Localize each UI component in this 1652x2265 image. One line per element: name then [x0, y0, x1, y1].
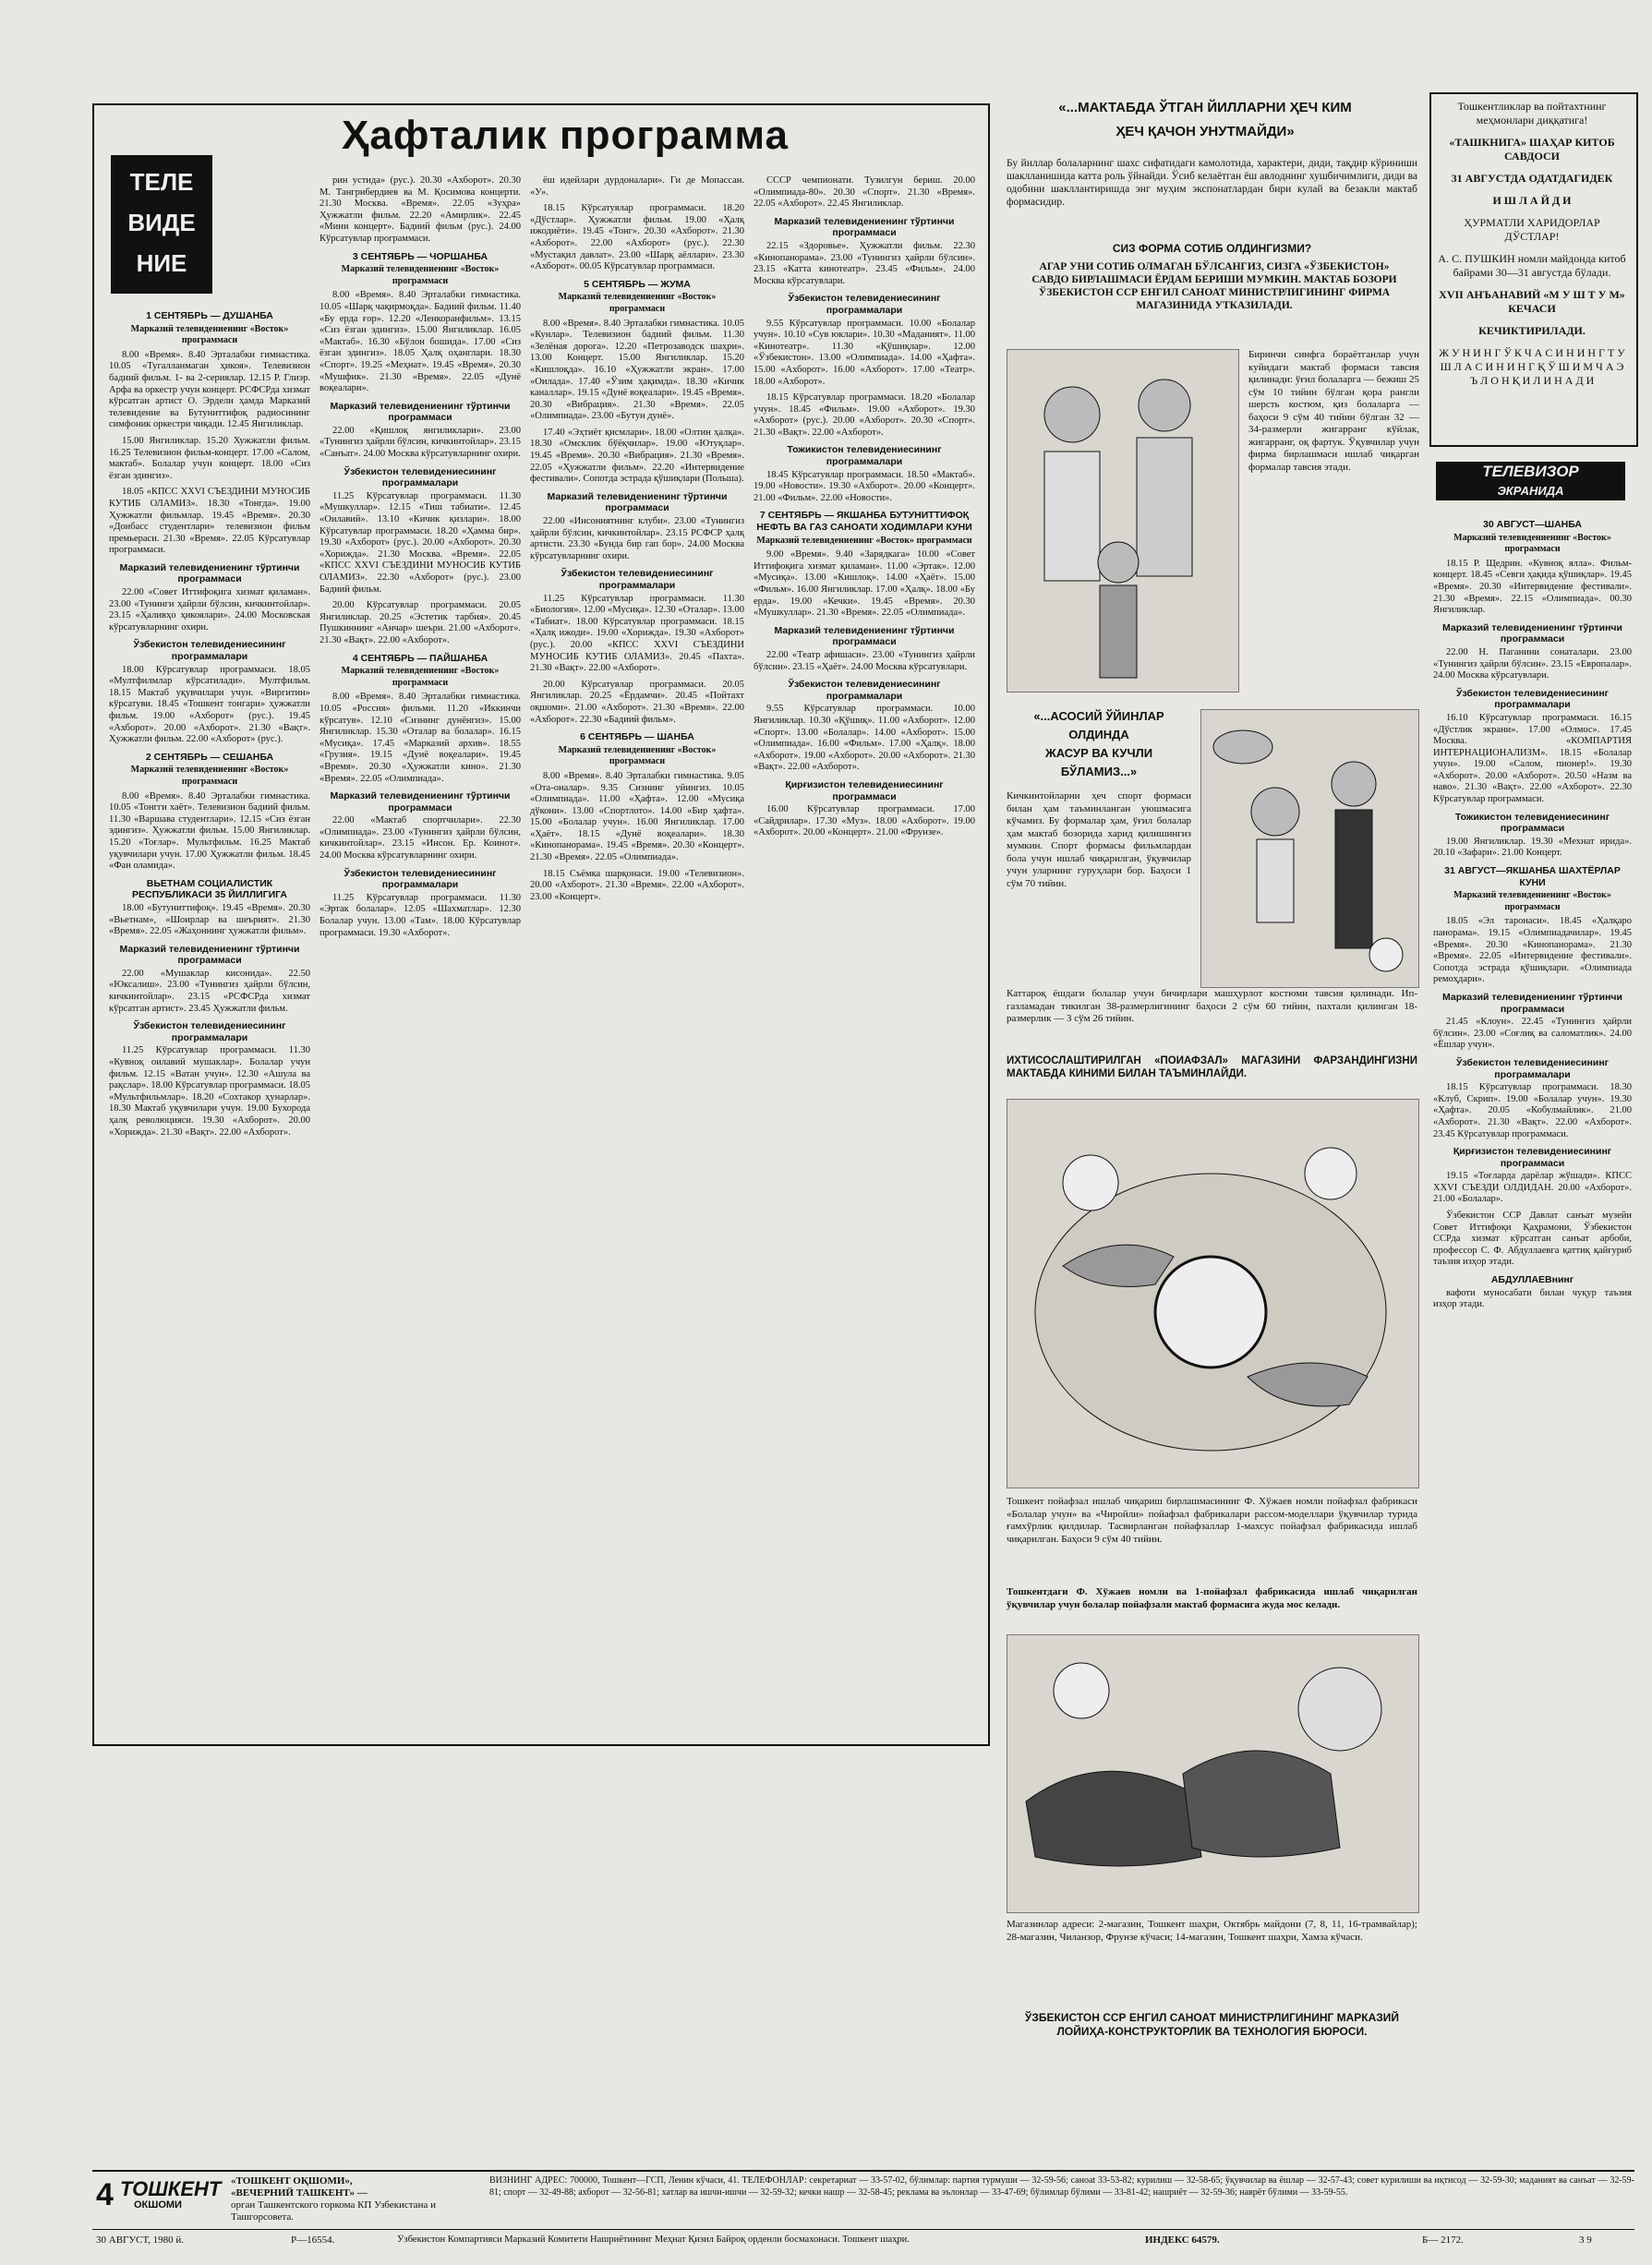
section-heading: 7 СЕНТЯБРЬ — ЯКШАНБА БУТУНИТТИФОҚ НЕФТЬ ВА ГАЗ САНОАТИ ХОДИМЛАРИ КУНИ	[756, 510, 972, 534]
uniform-side-text: Биринчи синфга бораётганлар учун куйидаги мактаб формаси тавсия қилинади: ўғил болаларга — бежиш 25 сўм 10 тийин бўлган қора рангли шерсть костюм, қиз болаларга — баҳоси 9 сўм 40 тийин бўлган 32 — 34-размерли жигарранг кўйлак, жигарранг, оқ фартук. Ўқувчилар учун фирма бирлашмаси ишлаб чиқарган формалар тавсия этади.	[1248, 349, 1419, 473]
section-heading: Ўзбекистон телевидениесининг программалари	[1455, 1056, 1610, 1080]
program-listing: 11.25 Кўрсатувлар программаси. 11.30 «Биология». 12.00 «Мусиқа». 12.30 «Оталар». 13.00 «Табиат». 18.00 Кўрсатувлар программаси. 18.15 «Ҳалқ ижоди». 19.00 «Хорижда». 19.30 «Ахборот» (рус.). 20.00 «КПСС XXVI СЪЕЗДИНИ МУНОСИБ КУТИБ ОЛАМИЗ». 20.45 «Пахта». 21.30 «Вақт». 22.00 «Ахборот».	[530, 593, 744, 674]
uniform-question-text: АГАР УНИ СОТИБ ОЛМАГАН БЎЛСАНГИЗ, СИЗГА «ЎЗБЕКИСТОН» САВДО БИРЛАШМАСИ ЁРДАМ БЕРИШИ МУМКИН. МАКТАБ БОЗОРИ ЎЗБЕКИСТОН ССР ЕНГИЛ САНОАТ МИНИСТРЛИГИНИНГ ФИРМА МАГАЗИНИДА УТКАЗИЛАДИ.	[1031, 261, 1397, 311]
section-heading: Қирғизистон телевидениесининг программаси	[1453, 1146, 1612, 1169]
sport-text-2: Каттароқ ёшдаги болалар учун бичирлари машҳурлот костюми тавсия қилинади. Ип-газламадан тикилган 38-размерлигининг баҳоси 2 сўм 60 тийин, пахтали қилинган 18-размерлик — 3 сўм 26 тийин.	[1007, 988, 1417, 1024]
ad-line: 31 АВГУСТДА ОДАТДАГИДЕК	[1451, 172, 1613, 185]
section-heading: 5 СЕНТЯБРЬ — ЖУМА	[584, 278, 691, 290]
channel-heading: Марказий телевидениенинг «Восток» программаси	[341, 666, 500, 688]
program-listing: 22.00 «Инсониятнинг клуби». 23.00 «Тунингиз ҳайрли бўлсин, кичкинтойлар». 23.15 РСФСР ҳалқ артисти. 23.30 «Бунда бир гап бор». 24.00 Москва кўрсатувларнинг охири.	[530, 516, 744, 561]
program-listing: 22.15 «Здоровье». Ҳужжатли фильм. 22.30 «Кинопанорама». 23.00 «Тунингиз ҳайрли бўлсин». 23.15 «Катта кинотеатр». 23.45 «Фильм». 24.00 Москва кўрсатувлари.	[754, 240, 975, 286]
shoes-text: Тошкент пойафзал ишлаб чиқариш бирлашмасининг Ф. Хўжаев номли пойафзал фабрикаси «Болалар учун» ва «Чиройли» пойафзал фабрикалари рассом-моделлари ўқувчилар турида ғамхўрлик қилдилар. Тасвирланган пойафзаллар 1-махсус пойафзал фабрикасида ишлаб чиқарилган. Баҳоси 9 сўм 40 тийин.	[1007, 1496, 1417, 1545]
program-column-4	[754, 175, 975, 1731]
program-listing: 11.25 Кўрсатувлар программаси. 11.30 «Мушкуллар». 12.15 «Тиш табиати». 12.45 «Оилавий». 13.10 «Кичик қизлари». 18.00 Кўрсатувлар программаси. 18.20 «Ҳамма бир». 19.30 «Ахборот» (рус.). 20.00 «Ахборот». 20.30 «Хорижда». 21.30 Москва. «Время». 22.05 «КПСС XXVI СЪЕЗДИНИ МУНОСИБ КУТИБ ОЛАМИЗ». 22.30 «Ахборот» (рус.). 23.00 Бадиий фильм.	[320, 490, 521, 595]
channel-heading: Марказий телевидениенинг «Восток» программаси	[130, 323, 289, 346]
section-heading: Марказий телевидениенинг тўртинчи программаси	[774, 624, 955, 648]
program-listing: 18.45 Кўрсатувлар программаси. 18.50 «Мактаб». 19.00 «Новости». 19.30 «Ахборот». 20.00 «Концерт». 21.00 «Фильм». 22.00 «Новости».	[754, 469, 975, 503]
school-intro: Бу йиллар болаларнинг шахс сифатидаги камолотида, характери, диди, тақдир кўриниши шаклланишида катта роль ўйнайди. Ўсиб келаётган ёш авлоднинг хушбичимлиги, диди ва одобини шакллантиришда энг муҳим экспонатлардан бири кулай ва безакли мактаб формасидир.	[1007, 158, 1417, 208]
school-headline-2: ҲЕЧ ҚАЧОН УНУТМАЙДИ»	[1115, 124, 1295, 139]
ministry-footer: ЎЗБЕКИСТОН ССР ЕНГИЛ САНОАТ МИНИСТРЛИГИНИНГ МАРКАЗИЙ ЛОЙИҲА-КОНСТРУКТОРЛИК ВА ТЕХНОЛОГИЯ БЮРОСИ.	[1024, 2011, 1400, 2038]
weekly-program-title: Ҳафталик программа	[342, 113, 789, 158]
program-listing: 18.15 Р. Щедрин. «Кувноқ ялла». Фильм-концерт. 18.45 «Севги ҳақида қўшиқлар». 19.45 «Время». 20.30 «Интервидение фестивали». 21.30 «Время». 22.15 «Олимпиада». 00.30 Янгиликлар.	[1433, 558, 1632, 616]
section-heading: Ўзбекистон телевидениесининг программалари	[133, 1020, 286, 1043]
footer-top-rule	[92, 2170, 1634, 2172]
shoe-store-heading: ИХТИСОСЛАШТИРИЛГАН «ПОИАФЗАЛ» МАГАЗИНИ ФАРЗАНДИНГИЗНИ МАКТАБДА КИНИМИ БИЛАН ТАЪМИНЛАЙДИ.	[1007, 1055, 1417, 1079]
section-heading: 6 СЕНТЯБРЬ — ШАНБА	[580, 731, 694, 743]
footer-bottom-rule	[92, 2229, 1634, 2230]
program-listing: 11.25 Кўрсатувлар программаси. 11.30 «Эртак болалар». 12.05 «Шахматлар». 12.30 Болалар учун. 13.00 «Там». 18.00 Кўрсатувлар программаси. 19.30 «Ахборот».	[320, 892, 521, 938]
sport-heading-4: БЎЛАМИЗ...»	[1060, 765, 1138, 778]
section-heading: 2 СЕНТЯБРЬ — СЕШАНБА	[145, 751, 274, 763]
program-listing: 9.55 Кўрсатувлар программаси. 10.00 Янгиликлар. 10.30 «Қўшиқ». 11.00 «Ахборот». 12.00 «Спорт». 13.00 «Болалар». 14.00 «Ахборот». 15.00 «Олимпиада». 16.00 «Фильм». 17.00 «Ҳалқ». 18.00 «Ахборот». 19.00 «Ахборот». 20.00 «Ахборот». 21.30 «Вақт». 22.00 «Ахборот».	[754, 704, 975, 773]
program-listing: 8.00 «Время». 8.40 Эрталабки гимнастика. 10.05 «Тугалланмаган ҳикоя». Телевизион бадиий фильм. 1- ва 2-сериялар. 12.15 Р. Глиэр. Арфа ва оркестр учун концерт. РСФСРда хизмат кўрсатган артист О. Эрдели ҳамда Марказий телевидение ва Бутуниттифоқ радиосининг симфоник оркестри чиқади. 12.45 Янгиликлар.	[109, 349, 310, 430]
program-listing: 22.00 «Қишлоқ янгиликлари». 23.00 «Тунингиз ҳайрли бўлсин, кичкинтойлар». 23.15 «Санъат». 24.00 Москва кўрсатувларнинг охири.	[320, 425, 521, 460]
tv-logo-line-2: ВИДЕ	[127, 209, 196, 236]
program-listing: 19.00 Янгиликлар. 19.30 «Мехнат ирида». 20.10 «Зафари». 21.00 Концерт.	[1433, 836, 1632, 859]
program-listing: Ўзбекистон ССР Давлат санъат музейи Совет Иттифоқи Қаҳрамони, Ўзбекистон ССРда хизмат кўрсатган санъат арбоби, профессор С. Ф. Абдуллаевга қаттиқ қайғуриб таъзия изҳор этади.	[1433, 1211, 1632, 1268]
children-figures-icon	[1007, 350, 1238, 692]
shoes-basket-icon	[1007, 1100, 1418, 1488]
section-heading: ВЬЕТНАМ СОЦИАЛИСТИК РЕСПУБЛИКАСИ 35 ЙИЛЛИГИГА	[132, 877, 287, 901]
channel-heading: Марказий телевидениенинг «Восток» программаси	[558, 744, 717, 767]
program-listing: 8.00 «Время». 8.40 Эрталабки гимнастика. 9.05 «Ота-оналар». 9.35 Сизнинг уйингиз. 10.05 «Олимпиада». 11.00 «Ҳафта». 12.00 «Мусиқа дўкони». 13.00 «Спортлото». 14.00 «Бир ҳафта». 15.00 «Болалар учун». 16.00 Янгиликлар. 17.00 «Ҳаёт». 18.15 «Дунё воқеалари». 18.30 «Кинопанорама». 19.45 «Время». 20.30 «Концерт». 21.30 «Время». 22.05 «Олимпиада».	[530, 770, 744, 863]
section-heading: Марказий телевидениенинг тўртинчи программаси	[547, 490, 728, 514]
program-listing: 9.00 «Время». 9.40 «Зарядкага» 10.00 «Совет Иттифоқига хизмат қиламан». 11.00 «Эртак». 12.00 «Мусиқа». 13.00 «Кишлоқ». 14.00 «Ҳаёт». 15.00 «Фильм». 16.00 Янгиликлар. 17.00 «Ҳалқ». 18.00 «Бу ерда». 19.00 «Кечки». 19.45 «Время». 20.30 «Мушкуллар». 21.30 «Время». 22.05 «Олимпиада».	[754, 549, 975, 619]
section-heading: Ўзбекистон телевидениесининг программалари	[344, 867, 497, 891]
sport-children-icon	[1201, 710, 1418, 987]
masthead-number: 4	[96, 2177, 114, 2212]
program-listing: 22.00 Н. Паганини сонаталари. 23.00 «Тунингиз ҳайрли бўлсин». 23.15 «Европалар». 24.00 Москва кўрсатувлари.	[1433, 646, 1632, 681]
program-listing: 22.00 «Мушаклар кисонида». 22.50 «Юксалиш». 23.00 «Тунингиз ҳайрли бўлсин, кичкинтойлар». 23.15 «РСФСРда хизмат кўрсатган артист». 23.45 Ҳужжатли фильм.	[109, 968, 310, 1014]
tv-logo	[111, 155, 212, 294]
section-heading: Ўзбекистон телевидениесининг программалари	[133, 639, 286, 663]
section-heading: 3 СЕНТЯБРЬ — ЧОРШАНБА	[352, 250, 488, 262]
footer-date: 30 АВГУСТ, 1980 й.	[96, 2235, 185, 2246]
boots-icon	[1007, 1635, 1418, 1912]
section-heading: АБДУЛЛАЕВнинг	[1490, 1274, 1574, 1286]
shoes-illustration	[1007, 1099, 1419, 1488]
program-column-1	[109, 305, 310, 1731]
program-listing: 16.00 Кўрсатувлар программаси. 17.00 «Сайдрилар». 17.30 «Муз». 18.00 «Ахборот». 19.00 «Ахборот». 20.00 «Концерт». 21.00 «Фрунзе».	[754, 804, 975, 838]
footer-code: Р—16554.	[291, 2235, 335, 2246]
ad-line: «ТАШКНИГА» ШАҲАР КИТОБ САВДОСИ	[1449, 136, 1615, 163]
tv-screen-logo-line-2: ЭКРАНИДА	[1497, 484, 1564, 498]
section-heading: Марказий телевидениенинг тўртинчи программаси	[774, 215, 955, 239]
ad-line: КЕЧИКТИРИЛАДИ.	[1478, 324, 1586, 337]
program-listing: ёш идейлари дурдоналари». Ги де Мопассан. «У».	[530, 175, 744, 198]
program-listing: 20.00 Кўрсатувлар программаси. 20.05 Янгиликлар. 20.25 «Ёрдамчи». 20.45 «Пойтахт оқшоми». 21.00 «Ахборот». 21.30 «Время». 22.00 «Ахборот». 22.30 «Бадиий фильм».	[530, 679, 744, 725]
program-listing: 16.10 Кўрсатувлар программаси. 16.15 «Дўстлик экрани». 17.00 «Олмос». 17.45 Москва. «КОМПАРТИЯ ИНТЕРНАЦИОНАЛИЗМ». 18.15 «Болалар учун». 19.00 «Салом, пионер!». 19.30 «Ахборот». 20.00 «Ахборот». 20.50 «Назм ва наво». 21.30 «Вақт». 22.00 «Ахборот». 22.30 Кўрсатувлар программаси.	[1433, 712, 1632, 805]
program-listing: 18.15 Кўрсатувлар программаси. 18.20 «Болалар учун». 18.45 «Фильм». 19.00 «Ахборот». 19.30 «Ахборот» (рус.). 20.00 «Ахборот». 20.30 «Спорт». 21.30 «Вақт». 22.00 «Ахборот».	[754, 392, 975, 438]
school-uniform-illustration	[1007, 349, 1239, 693]
footer-publisher	[231, 2175, 480, 2227]
section-heading: Ўзбекистон телевидениесининг программалари	[1455, 687, 1610, 711]
shoes-bold-text: Тошкентдаги Ф. Хўжаев номли ва 1-пойафзал фабрикасида ишлаб чиқарилган ўқувчилар учун болалар пойафзали мактаб формасига жуда мос келади.	[1007, 1586, 1417, 1610]
section-heading: Марказий телевидениенинг тўртинчи программаси	[1442, 991, 1622, 1015]
program-listing: 19.15 «Тоғларда дарёлар жўшади». КПСС XXVI СЪЕЗДИ ОЛДИДАН. 20.00 «Ахборот». 21.00 «Болалар».	[1433, 1171, 1632, 1205]
section-heading: 31 АВГУСТ—ЯКШАНБА ШАХТЁРЛАР КУНИ	[1444, 865, 1621, 888]
ad-line: Ж У Н И Н Г Ў К Ч А С И Н И Н Г Т У Ш Л А С И Н И Н Г Қ Ў Ш И М Ч А Э Ъ Л О Н Қ И Л И Н А Д И	[1439, 346, 1625, 387]
footer-page-ref: 3 9	[1579, 2235, 1592, 2246]
section-heading: Тожикистон телевидениесининг программаси	[1454, 811, 1610, 835]
tv-screen-logo	[1436, 462, 1625, 500]
program-listing: 18.15 Кўрсатувлар программаси. 18.30 «Клуб, Скрип». 19.00 «Болалар учун». 19.30 «Ҳафта». 20.05 «Кобулмайлик». 21.00 «Ахборот». 21.30 «Вақт». 22.00 «Ахборот». 23.45 Кўрсатувлар программаси.	[1433, 1082, 1632, 1139]
program-listing: 18.05 «КПСС XXVI СЪЕЗДИНИ МУНОСИБ КУТИБ ОЛАМИЗ». 18.30 «Тонгда». 19.00 Ҳужжатли фильмлар. 19.45 «Время». 20.30 «Донбасс студентлари» телевизион фильм премьераси. 21.30 «Время». 22.05 Кўрсатувлар программаси.	[109, 487, 310, 556]
ad-line: XVII АНЪАНАВИЙ «М У Ш Т У М» КЕЧАСИ	[1439, 288, 1625, 315]
footer-publisher-1: «ТОШКЕНТ ОҚШОМИ»,	[231, 2175, 353, 2187]
program-listing: 18.05 «Эл таронаси». 18.45 «Ҳалқаро панорама». 19.15 «Олимпиадачилар». 19.45 «Время». 20.30 «Кинопанорама». 21.30 «Время». 22.05 «Интервидение фестивали». Сопотда эстрада қўшиқлари. «Олимпиада ремоҳдари».	[1433, 916, 1632, 985]
footer-publisher-3: орган Ташкентского горкома КП Узбекистана и Ташгорсовета.	[231, 2199, 436, 2223]
channel-heading: Марказий телевидениенинг «Восток» программаси	[1453, 532, 1611, 555]
section-heading: 4 СЕНТЯБРЬ — ПАЙШАНБА	[352, 652, 488, 664]
program-column-2	[320, 175, 521, 1731]
section-heading: Ўзбекистон телевидениесининг программалари	[788, 293, 941, 316]
program-listing: 17.40 «Эҳтиёт қисмлари». 18.00 «Олтин ҳалқа». 18.30 «Омсклик бўёқчилар». 19.00 «Ютуқлар». 19.45 «Время». 20.30 «Вибрация». 21.30 «Время». 22.05 «Ҳужжатли фильм». 22.20 «Интервидение фестивали». Сопотда эстрада қўшиқлари (Польша).	[530, 427, 744, 485]
program-listing: рин устида» (рус.). 20.30 «Ахборот». 20.30 М. Тангрибердиев ва М. Қосимова концерти. 21.30 Москва. «Время». 22.05 «Зуҳра» Ҳужжатли фильм. 22.20 «Амирлик». 22.45 «Мини концерт». Бадиий фильм (рус.). 24.00 Кўрсатувлар программаси.	[320, 175, 521, 244]
section-heading: Ўзбекистон телевидениесининг программалари	[344, 465, 497, 489]
channel-heading: Марказий телевидениенинг «Восток» программаси	[130, 765, 289, 787]
section-heading: Марказий телевидениенинг тўртинчи программаси	[330, 790, 511, 813]
tv-logo-line-1: ТЕЛЕ	[129, 168, 194, 196]
section-heading: Марказий телевидениенинг тўртинчи программаси	[1442, 621, 1622, 645]
ad-line: Тошкентликлар ва пойтахтнинг меҳмонлари диққатига!	[1457, 100, 1607, 127]
program-listing: 22.00 «Мактаб спортчилари». 22.30 «Олимпиада». 23.00 «Тунингиз ҳайрли бўлсин, кичкинтойлар». 23.15 «Инсон. Ер. Коинот». 24.00 Москва кўрсатувларнинг охири.	[320, 815, 521, 861]
masthead-subtitle: ОКШОМИ	[134, 2199, 182, 2211]
sports-uniform-illustration	[1200, 709, 1419, 988]
channel-heading: Марказий телевидениенинг «Восток» программаси	[756, 535, 972, 546]
channel-heading: Марказий телевидениенинг «Восток» программаси	[341, 264, 500, 286]
tv-screen-program	[1433, 513, 1632, 2148]
sport-heading-1: «...АСОСИЙ ЎЙИНЛАР	[1033, 709, 1164, 723]
boots-illustration	[1007, 1634, 1419, 1913]
program-listing: 20.00 Кўрсатувлар программаси. 20.05 Янгиликлар. 20.25 «Эстетик тарбия». 20.45 Пушкиннинг «Анчар» шеъри. 21.00 «Ахборот». 21.30 «Вақт». 22.00 «Ахборот».	[320, 600, 521, 645]
section-heading: Қирғизистон телевидениесининг программаси	[785, 778, 944, 802]
footer-order: Б— 2172.	[1422, 2235, 1464, 2246]
tv-logo-line-3: НИЕ	[136, 249, 187, 277]
section-heading: Марказий телевидениенинг тўртинчи программаси	[119, 943, 300, 967]
program-listing: 11.25 Кўрсатувлар программаси. 11.30 «Кувноқ оилавий мушаклар». Болалар учун фильм. 12.15 «Ватан учун». 12.30 «Ашула ва рақслар». 18.00 Кўрсатувлар программаси. 18.05 «Мультфильмлар». 18.20 «Сохтакор ҳунарлар». 18.30 Мактаб уқувчилари учун. 19.00 Бухорода ҳалқ революцияси. 19.30 «Ахборот». 20.00 «Хорижда». 21.30 «Вақт». 22.00 «Ахборот».	[109, 1045, 310, 1138]
section-heading: Ўзбекистон телевидениесининг программалари	[561, 568, 714, 591]
school-headline-1: «...МАКТАБДА ЎТГАН ЙИЛЛАРНИ ҲЕЧ КИМ	[1058, 100, 1352, 115]
program-listing: 8.00 «Время». 8.40 Эрталабки гимнастика. 10.05 «Кунлар». Телевизион бадиий фильм. 11.30 «Зелёная дорога». 12.20 «Петрозаводск шаҳри». 13.00 Концерт. 15.00 Янгиликлар. 15.20 «Кишлоқда». 16.10 «Ҳужжатли экран». 17.00 «Оилада». 17.40 «Ўзим ҳақимда». 18.30 «Кичик каналлар». 19.15 «Дунё воқеалари». 19.45 «Время». 20.30 «Вибрация». 21.30 «Время». 22.05 «Олимпиада». 23.00 «Бутун дунё».	[530, 318, 744, 422]
uniform-question-heading: СИЗ ФОРМА СОТИБ ОЛДИНГИЗМИ?	[1112, 242, 1312, 255]
sport-heading-2: ОЛДИНДА	[1068, 728, 1129, 741]
program-listing: 18.00 «Бутуниттифоқ». 19.45 «Время». 20.30 «Вьетнам», «Шоирлар ва шеърият». 21.30 «Время». 22.05 «Жаҳоннинг ҳужжатли фильм».	[109, 902, 310, 937]
program-listing: вафоти муносабати билан чуқур таъзия изҳор этади.	[1433, 1287, 1632, 1310]
program-listing: 8.00 «Время». 8.40 Эрталабки гимнастика. 10.05 «Россия» фильми. 11.20 «Иккинчи кўрсатув». 12.10 «Сизнинг дунёнгиз». 15.00 Янгиликлар. 15.30 «Оталар ва болалар». 16.15 «Мусиқа». 17.45 «Марказий архив». 18.55 «Грузия». 19.15 «Дунё воқеалари». 19.45 «Время». 20.30 «Ҳужжатли кино». 21.30 «Время». 22.05 «Олимпиада».	[320, 692, 521, 784]
program-listing: 8.00 «Время». 8.40 Эрталабки гимнастика. 10.05 «Тонгги хаёт». Телевизион бадиий фильм. 11.30 «Варшава студентлари». 12.15 «Сиз ёзган эдингиз». Ҳужжатли фильм. 15.00 Янгиликлар. 15.20 «Тоғлар». Мультфильм. 16.25 Мактаб уқувчилари учун. 17.00 Ҳужжатли фильм. 18.45 «Фан оламида».	[109, 790, 310, 872]
footer-printer: Ўзбекистон Компартияси Марказий Комитети Нашриётининг Меҳнат Қизил Байроқ орденли босмахонаси. Тошкент шаҳри.	[397, 2235, 910, 2245]
masthead-name: ТОШКЕНТ	[120, 2177, 222, 2200]
section-heading: 30 АВГУСТ—ШАНБА	[1483, 519, 1582, 530]
program-listing: 18.15 Кўрсатувлар программаси. 18.20 «Дўстлар». Ҳужжатли фильм. 19.00 «Ҳалқ ижодиёти». 19.45 «Тонг». 20.30 «Ахборот». 21.30 «Ахборот». 22.00 «Ахборот» (рус.). 22.30 «Мустақил давлат». 23.00 «Шарқ аёллари». 23.30 «Ахборот». 00.05 Кўрсатувлар программаси.	[530, 203, 744, 272]
footer-publisher-2: «ВЕЧЕРНИЙ ТАШКЕНТ» —	[231, 2187, 368, 2199]
ad-line: И Ш Л А Й Д И	[1492, 194, 1572, 207]
program-listing: СССР чемпионати. Тузилгун бериш. 20.00 «Олимпиада-80». 20.30 «Спорт». 21.30 «Время». 22.05 «Ахборот». 22.45 Янгиликлар.	[754, 175, 975, 210]
program-listing: 22.00 «Совет Иттифоқига хизмат қиламан». 23.00 «Тунинги ҳайрли бўлсин, кичкинтойлар». 23.15 «Ҳаливҳо ҳикоялари». 24.00 Московская кўрсатувларнинг охири.	[109, 587, 310, 633]
book-fair-ad	[1437, 100, 1627, 437]
channel-heading: Марказий телевидениенинг «Восток» программаси	[558, 292, 717, 314]
shoes-address-text: Магазинлар адреси: 2-магазин, Тошкент шаҳри, Октябрь майдони (7, 8, 11, 16-трамвайлар); 28-магазин, Чиланзор, Фрунзе кўчаси; 14-магазин, Тошкент шаҳри, Хамза кўчаси.	[1007, 1919, 1417, 1943]
sport-text: Кичкинтойларни ҳеч спорт формаси билан ҳам таъминланган уюшмасига кўчамиз. Бу формалар ҳам, ўғил болалар ҳам мактаб бозорида харид қилишингиз мумкин. Спорт формасы фильмлардан бола учун ишлаб чиқарилган, ўқувчилар учун уларнинг гуруҳлари бор. Баҳоси 1 сўм 70 тийин.	[1007, 790, 1191, 889]
program-listing: 18.15 Съёмка шарқонаси. 19.00 «Телевизион». 20.00 «Ахборот». 21.30 «Время». 22.00 «Ахборот». 23.00 «Концерт».	[530, 868, 744, 902]
channel-heading: Марказий телевидениенинг «Восток» программаси	[1453, 890, 1611, 912]
program-listing: 21.45 «Клоун». 22.45 «Тунингиз ҳайрли бўлсин». 23.00 «Соғлиқ ва саломатлик». 24.00 «Ёшлар учун».	[1433, 1017, 1632, 1051]
sport-heading-3: ЖАСУР ВА КУЧЛИ	[1044, 746, 1153, 760]
ad-line: А. С. ПУШКИН номли майдонда китоб байрами 30—31 августда бўлади.	[1438, 252, 1626, 279]
section-heading: Тожикистон телевидениесининг программалари	[787, 444, 942, 468]
program-listing: 8.00 «Время». 8.40 Эрталабки гимнастика. 10.05 «Шарқ чақирмоқда». Бадиий фильм. 11.40 «Бу ерда ғор». 12.20 «Ленкоранфильм». 13.15 «Сиз ёзган эдингиз». 15.00 Янгиликлар. 16.05 «Мактаб». 16.30 «Бўлон бошида». 17.00 «Сиз ёзган эдингиз». 18.05 Ҳалқ оҳанглари. 18.30 «Спорт». 19.25 «Меҳнат». 19.45 «Время». 20.30 «Мушфик». 21.30 «Время». 22.05 «Дунё воқеалари».	[320, 290, 521, 394]
tv-screen-logo-line-1: ТЕЛЕВИЗОР	[1482, 463, 1579, 480]
footer-address: ВИЗНИНГ АДРЕС: 700000, Тошкент—ГСП, Ленин кўчаси, 41. ТЕЛЕФОНЛАР: секретариат — 33-57-02, бўлимлар: партия турмуши — 32-59-56; санoat 33-53-82; курилиш — 32-58-65; ўқувчилар ва ёшлар — 32-57-43; совет курилиши ва иқтисод — 32-59-30; маданият ва санъат — 32-59-81; спорт — 32-49-88; ахборот — 32-56-81; хатлар ва ишчи-ишчи — 32-59-32; кечки нашр — 32-58-45; реклама ва эълонлар — 33-47-69; бўлимлар бўлими — 33-81-42; нашриёт — 32-59-36; наврёт бўлими — 33-59-55.	[489, 2175, 1634, 2198]
program-listing: 18.00 Кўрсатувлар программаси. 18.05 «Мултфилмлар кўрсатилади». Мултфильм. 18.15 Мактаб уқувчилари учун. «Виргитин» кўрсатуви. 18.45 «Тошкент тонгари» ҳужжатли фильм. 19.00 «Ахборот» (рус.). 19.45 «Ахборот». 20.00 «Ахборот». 21.30 «Вақт». Ҳужжатли фильм. 22.00 «Ахборот» (рус.).	[109, 664, 310, 745]
section-heading: Ўзбекистон телевидениесининг программалари	[788, 679, 941, 702]
section-heading: 1 СЕНТЯБРЬ — ДУШАНБА	[146, 310, 273, 321]
section-heading: Марказий телевидениенинг тўртинчи программаси	[119, 561, 300, 585]
program-column-3	[530, 175, 744, 1731]
program-listing: 22.00 «Театр афишаси». 23.00 «Тунингиз ҳайрли бўлсин». 23.15 «Ҳаёт». 24.00 Москва кўрсатувлари.	[754, 649, 975, 672]
program-listing: 15.00 Янгиликлар. 15.20 Хужжатли фильм. 16.25 Телевизион фильм-концерт. 17.00 «Салом, мактаб». Болалар учун концерт. 18.00 «Сиз ёзган эдингиз».	[109, 435, 310, 481]
footer-index: ИНДЕКС 64579.	[1145, 2235, 1220, 2246]
ad-line: ҲУРМАТЛИ ХАРИДОРЛАР ДЎСТЛАР!	[1464, 216, 1600, 243]
program-listing: 9.55 Кўрсатувлар программаси. 10.00 «Болалар учун». 10.10 «Сув юклари». 10.30 «Маданият». 11.00 «Кинотеатр». 11.30 «Қўшиқлар». 12.00 «Ўзбекистон». 13.00 «Олимпиада». 14.00 «Ҳафта». 15.00 «Ахборот». 16.00 «Ахборот». 17.00 «Театр». 18.00 «Ахборот».	[754, 318, 975, 387]
section-heading: Марказий телевидениенинг тўртинчи программаси	[330, 400, 511, 424]
